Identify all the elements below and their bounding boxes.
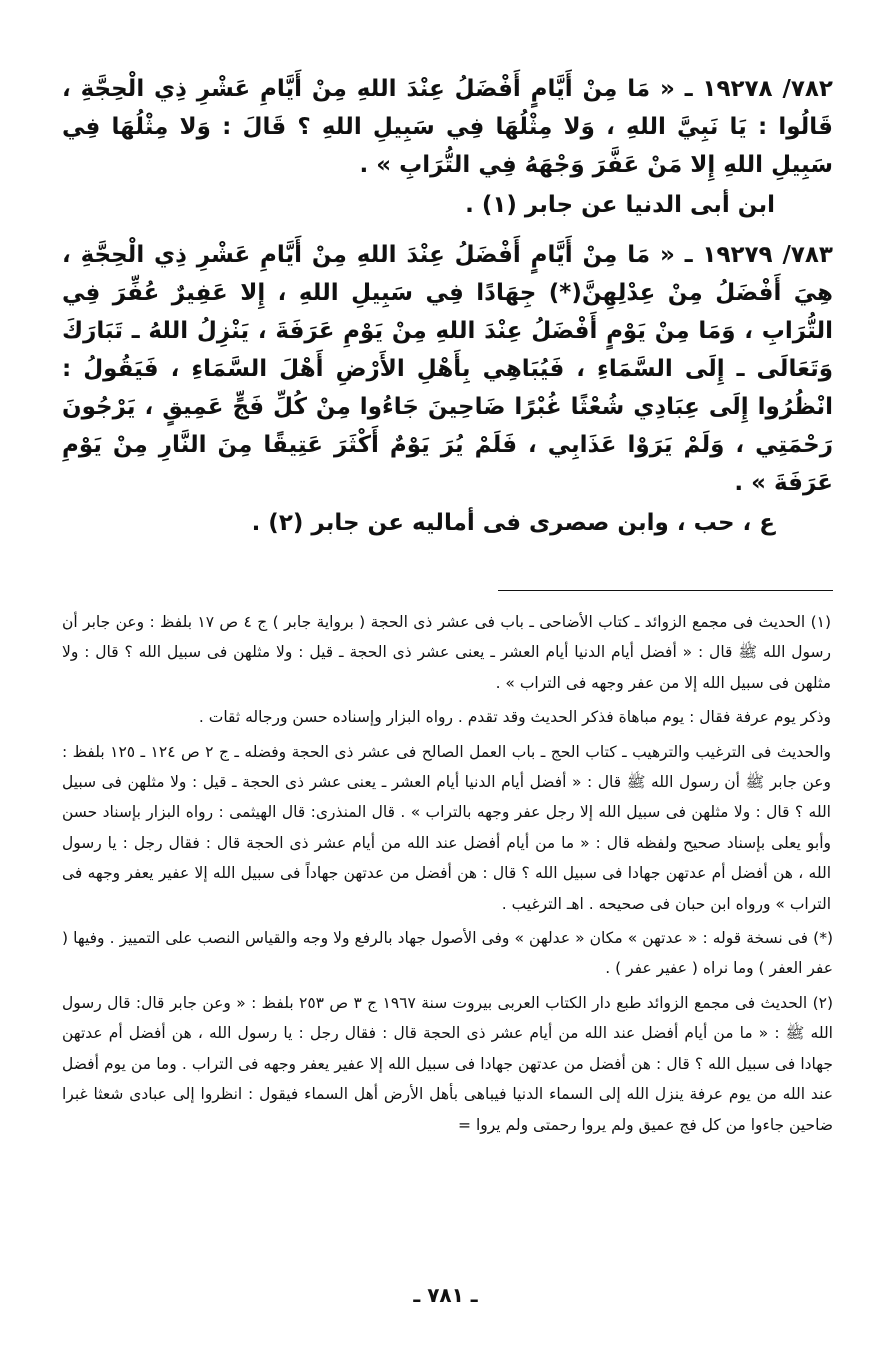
footnote-divider bbox=[498, 590, 833, 591]
footnote-asterisk: (*) فى نسخة قوله : « عدتهن » مكان « عدلهن » وفى الأصول جهاد بالرفع ولا وجه والقياس النصب على التمييز . وفيها ( عفر العفر ) وما نراه ( عفير عفر ) . bbox=[62, 929, 833, 978]
footnote-1: (١) الحديث فى مجمع الزوائد ـ كتاب الأضاحى ـ باب فى عشر ذى الحجة ( برواية جابر ) ج ٤ ص ١٧ بلفظ : وعن جابر أن رسول الله ﷺ قال : « أفضل أيام الدنيا أيام العشر ـ يعنى عشر ذى الحجة ـ قيل : ولا مثلهن فى سبيل الله ؟ قال : ولا مثلهن فى سبيل الله إلا من عفر وجهه فى التراب » . bbox=[62, 613, 832, 692]
footnote-2: (٢) الحديث فى مجمع الزوائد طبع دار الكتاب العربى بيروت سنة ١٩٦٧ ج ٣ ص ٢٥٣ بلفظ : « وعن جابر قال: قال رسول الله ﷺ : « ما من أيام أفضل عند الله من أيام عشر ذى الحجة قال : فقال رجل : يا رسول الله ، هن أفضل أم عدتهن جهادا فى سبيل الله ؟ قال : هن أفضل من عدتهن جهادا فى سبيل الله إلا عفير يعفر وجهه فى التراب . وما من يوم أفضل عند الله من يوم عرفة ينزل الله إلى السماء الدنيا فيباهى بأهل الأرض أهل السماء فيقول : انظروا إلى عبادى شعثا غبرا ضاحين جاءوا من كل فج عميق ولم يروا رحمتى ولم يروا = bbox=[62, 993, 834, 1134]
hadith-783-source: ع ، حب ، وابن صصرى فى أماليه عن جابر (٢) . bbox=[251, 510, 775, 536]
footnote-1-targhib: والحديث فى الترغيب والترهيب ـ كتاب الحج ـ باب العمل الصالح فى عشر ذى الحجة وفضله ـ ج ٢ ص ١٢٤ ـ ١٢٥ بلفظ : وعن جابر ﷺ أن رسول الله ﷺ قال : « أفضل أيام الدنيا أيام العشر ـ يعنى عشر ذى الحجة ـ قيل : ولا مثلهن فى سبيل الله ؟ قال : ولا مثلهن فى سبيل الله إلا رجل عفر وجهه بالتراب » . قال المنذرى: قال الهيثمى : رواه البزار بإسناد حسن وأبو يعلى بإسناد صحيح ولفظه قال : « ما من أيام أفضل عند الله من أيام عشر ذى الحجة قال : فقال رجل : يا رسول الله ، هن أفضل أم عدتهن جهادا فى سبيل الله ؟ قال : هن أفضل من عدتهن جهاداً فى سبيل الله إلا عفير يعفر وجهه فى التراب » ورواه ابن حبان فى صحيحه . اهـ الترغيب . bbox=[62, 742, 832, 913]
hadith-782: ٧٨٢/ ١٩٢٧٨ ـ « مَا مِنْ أَيَّامٍ أَفْضَلُ عِنْدَ اللهِ مِنْ أَيَّامِ عَشْرِ ذِي الْحِجَّةِ ، قَالُوا : يَا نَبِيَّ اللهِ ، وَلا مِثْلُهَا فِي سَبِيلِ اللهِ ؟ قَالَ : وَلا مِثْلُهَا فِي سَبِيلِ اللهِ إِلا مَنْ عَفَّرَ وَجْهَهُ فِي التُّرَابِ » . bbox=[62, 76, 833, 178]
hadith-783: ٧٨٣/ ١٩٢٧٩ ـ « مَا مِنْ أَيَّامٍ أَفْضَلُ عِنْدَ اللهِ مِنْ أَيَّامِ عَشْرِ ذِي الْحِجَّةِ ، هِيَ أَفْضَلُ مِنْ عِدْلِهِنَّ(*) جِهَادًا فِي سَبِيلِ اللهِ ، إِلا عَفِيرٌ عُفِّرَ فِي التُّرَابِ ، وَمَا مِنْ يَوْمٍ أَفْضَلُ عِنْدَ اللهِ مِنْ يَوْمِ عَرَفَةَ ، يَنْزِلُ اللهُ ـ تَبَارَكَ وَتَعَالَى ـ إِلَى السَّمَاءِ ، فَيُبَاهِي بِأَهْلِ الأَرْضِ أَهْلَ السَّمَاءِ ، فَيَقُولُ : انْظُرُوا إِلَى عِبَادِي شُعْثًا غُبْرًا ضَاحِينَ جَاءُوا مِنْ كُلِّ فَجٍّ عَمِيقٍ ، يَرْجُونَ رَحْمَتِي ، وَلَمْ يَرَوْا عَذَابِي ، فَلَمْ يُرَ يَوْمٌ أَكْثَرَ عَتِيقًا مِنَ النَّارِ مِنْ يَوْمِ عَرَفَةَ » . bbox=[62, 242, 833, 496]
footnotes bbox=[62, 607, 833, 1140]
footnote-1-continuation: وذكر يوم عرفة فقال : يوم مباهاة فذكر الحديث وقد تقدم . رواه البزار وإسناده حسن ورجاله ثقات . bbox=[198, 708, 831, 727]
main-text bbox=[62, 70, 833, 542]
page-number: ـ ٧٨١ ـ bbox=[413, 1283, 478, 1307]
hadith-782-source: ابن أبى الدنيا عن جابر (١) . bbox=[465, 192, 775, 218]
